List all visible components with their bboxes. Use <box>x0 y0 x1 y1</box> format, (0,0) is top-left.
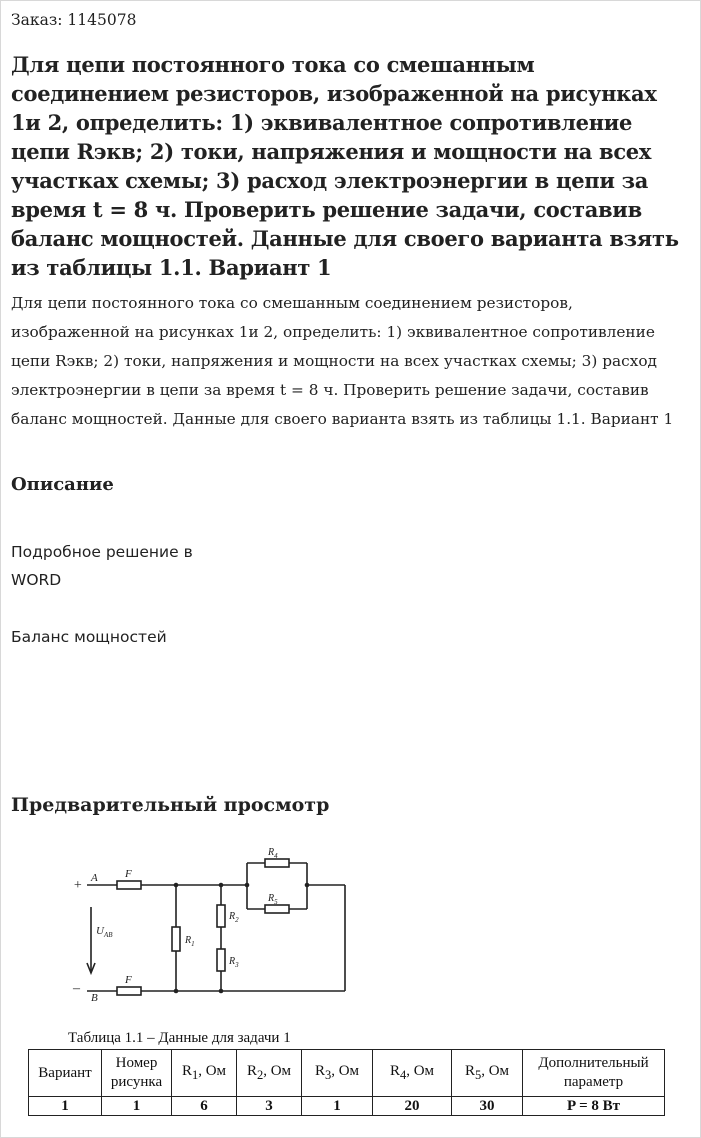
cell-r4: 20 <box>373 1097 452 1116</box>
fuse-top <box>117 881 141 889</box>
voltage-label: $U_{AB}$ <box>96 925 113 939</box>
cell-r5: 30 <box>452 1097 523 1116</box>
junction-dot <box>245 883 250 888</box>
description-heading: Описание <box>11 474 114 495</box>
r1-label: $R_1$ <box>185 935 195 948</box>
description-line-1: Подробное решение в <box>11 543 193 561</box>
plus-sign: + <box>73 878 83 893</box>
cell-extra-param: P = 8 Вт <box>523 1097 665 1116</box>
cell-r3: 1 <box>302 1097 373 1116</box>
resistor-r3 <box>217 949 225 971</box>
table-caption: Таблица 1.1 – Данные для задачи 1 <box>68 1030 291 1046</box>
parameters-table <box>28 1049 665 1116</box>
r4-label: $R_4$ <box>268 847 278 860</box>
cell-figure: 1 <box>102 1097 172 1116</box>
junction-dot <box>219 989 224 994</box>
junction-dot <box>174 989 179 994</box>
junction-dot <box>305 883 310 888</box>
description-line-2: WORD <box>11 571 62 589</box>
task-text: Для цепи постоянного тока со смешанным соединением резисторов, изображенной на рисунках 1и 2, определить: 1) эквивалентное сопротивление цепи Rэкв; 2) токи, напряжения и мощности на всех участках схемы; 3) расход электроэнергии в цепи за время t = 8 ч. Проверить решение задачи, составив баланс мощностей. Данные для своего варианта взять из таблицы 1.1. Вариант 1 <box>11 294 674 428</box>
resistor-r1 <box>172 927 180 951</box>
cell-r1: 6 <box>172 1097 237 1116</box>
resistor-r4 <box>265 859 289 867</box>
minus-sign: – <box>73 981 80 996</box>
node-b-label: B <box>91 992 98 1004</box>
header-r1: $R_1$, Ом <box>172 1050 237 1097</box>
table-header-row <box>29 1050 665 1097</box>
cell-variant: 1 <box>29 1097 102 1116</box>
junction-dot <box>219 883 224 888</box>
header-r2: $R_2$, Ом <box>237 1050 302 1097</box>
fuse-bottom-label: F <box>125 974 132 986</box>
header-r4: $R_4$, Ом <box>373 1050 452 1097</box>
description-line-3: Баланс мощностей <box>11 628 167 646</box>
resistor-r5 <box>265 905 289 913</box>
header-r5: $R_5$, Ом <box>452 1050 523 1097</box>
resistor-r2 <box>217 905 225 927</box>
task-title: Для цепи постоянного тока со смешанным соединением резисторов, изображенной на рисунках 1и 2, определить: 1) эквивалентное сопротивление цепи Rэкв; 2) токи, напряжения и мощности на всех участках схемы; 3) расход электроэнергии в цепи за время t = 8 ч. Проверить решение задачи, составив баланс мощностей. Данные для своего варианта взять из таблицы 1.1. Вариант 1 <box>11 52 679 280</box>
node-a-label: A <box>91 872 98 884</box>
junction-dot <box>174 883 179 888</box>
r2-label: $R_2$ <box>229 911 239 924</box>
fuse-top-label: F <box>125 868 132 880</box>
header-extra-param: Дополнительный параметр <box>523 1050 665 1097</box>
r5-label: $R_5$ <box>268 893 278 906</box>
fuse-bottom <box>117 987 141 995</box>
header-r3: $R_3$, Ом <box>302 1050 373 1097</box>
table-row <box>29 1097 665 1116</box>
header-variant: Вариант <box>29 1050 102 1097</box>
cell-r2: 3 <box>237 1097 302 1116</box>
r3-label: $R_3$ <box>229 956 239 969</box>
preview-heading: Предварительный просмотр <box>11 794 330 816</box>
header-figure: Номер рисунка <box>102 1050 172 1097</box>
order-number: Заказ: 1145078 <box>11 11 137 29</box>
circuit-diagram <box>61 839 361 1019</box>
